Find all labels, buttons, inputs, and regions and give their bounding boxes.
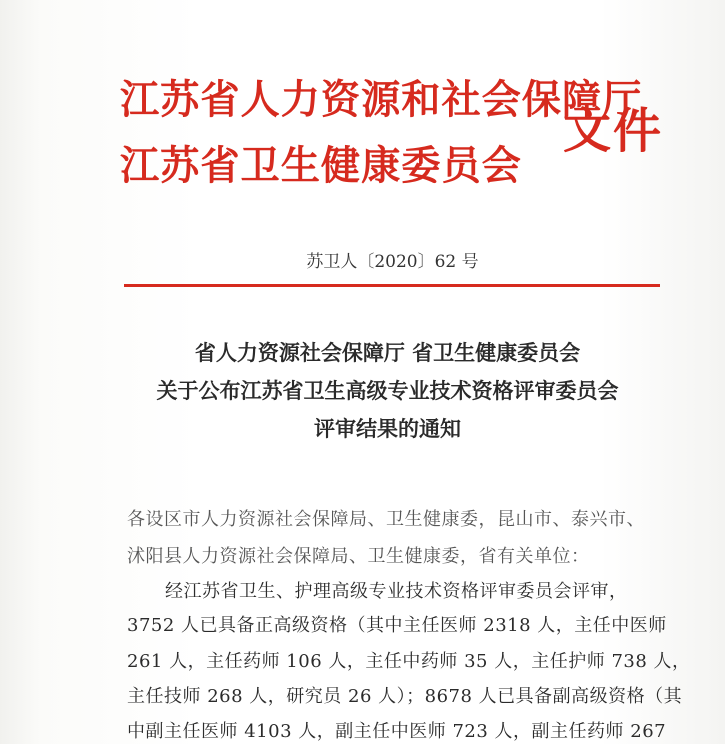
body-text-line: 主任技师 268 人，研究员 26 人）；8678 人已具备副高级资格（其 <box>127 686 683 707</box>
issuer-name-hr-department: 江苏省人力资源和社会保障厅 <box>120 76 643 123</box>
notice-title-line-3: 评审结果的通知 <box>314 417 461 441</box>
notice-title-line-1: 省人力资源社会保障厅 省卫生健康委员会 <box>194 341 581 365</box>
addressee-line-1: 各设区市人力资源社会保障局、卫生健康委，昆山市、泰兴市、 <box>127 509 645 530</box>
notice-title-line-2: 关于公布江苏省卫生高级专业技术资格评审委员会 <box>156 379 619 403</box>
body-text-line: 3752 人已具备正高级资格（其中主任医师 2318 人，主任中医师 <box>127 615 667 636</box>
addressee-line-2: 沭阳县人力资源社会保障局、卫生健康委，省有关单位： <box>127 546 590 567</box>
document-number: 苏卫人〔2020〕62 号 <box>306 252 479 272</box>
body-text-line: 261 人，主任药师 106 人，主任中药师 35 人，主任护师 738 人， <box>127 651 691 672</box>
body-text-line: 经江苏省卫生、护理高级专业技术资格评审委员会评审， <box>165 581 628 602</box>
issuer-name-health-commission: 江苏省卫生健康委员会 <box>120 142 522 189</box>
body-text-line: 中副主任医师 4103 人，副主任中医师 723 人，副主任药师 267 <box>127 721 667 742</box>
red-divider-line <box>124 284 660 287</box>
document-type-label: 文件 <box>563 103 664 159</box>
